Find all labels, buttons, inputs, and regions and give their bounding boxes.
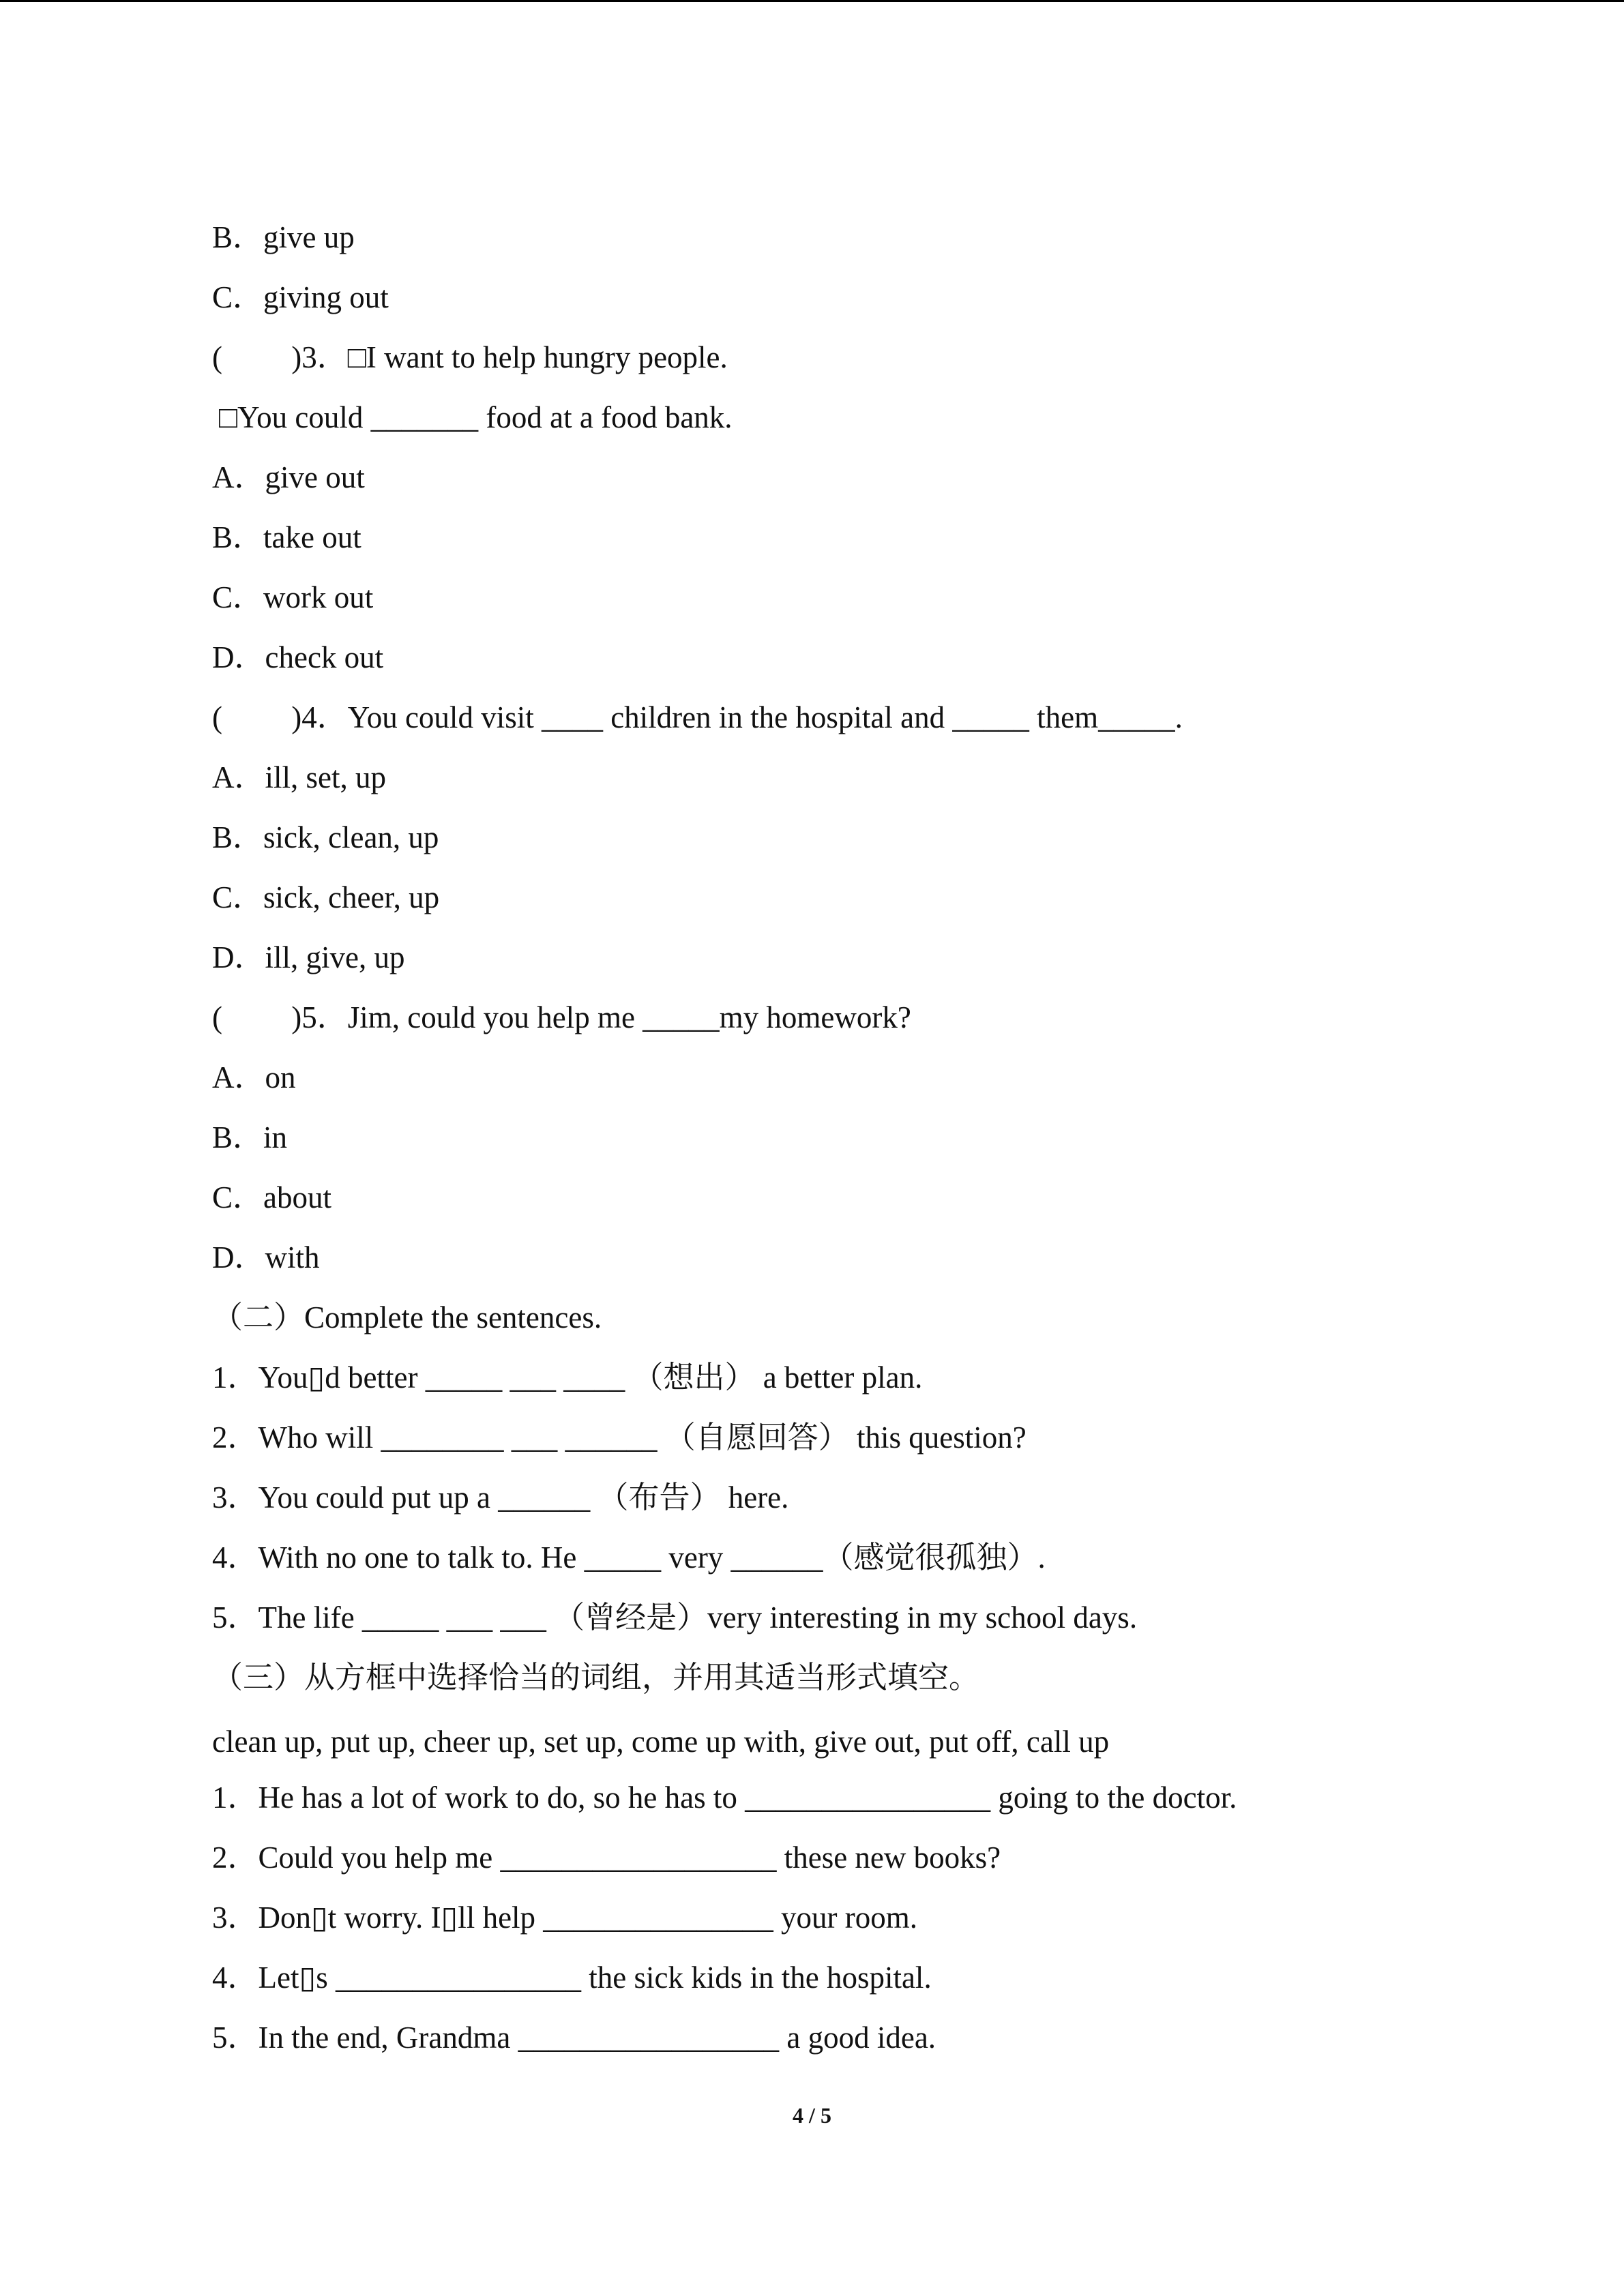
part3-item-5: 5．In the end, Grandma _________________ a good idea. [212,2021,936,2055]
q2-option-c: C．giving out [212,280,389,314]
part3-item-1: 1．He has a lot of work to do, so he has to ________________ going to the doctor. [212,1780,1237,1815]
q4-prompt: ( )4．You could visit ____ children in the hospital and _____ them_____. [212,700,1183,734]
q2-option-b: B．give up [212,220,355,254]
q4-option-a: A．ill, set, up [212,760,386,794]
q5-option-a: A．on [212,1060,296,1094]
q5-prompt: ( )5．Jim, could you help me _____my homework? [212,1000,911,1034]
part3-item-2: 2．Could you help me __________________ these new books? [212,1840,1001,1875]
part3-item-4: 4．Let▯s ________________ the sick kids in the hospital. [212,1960,932,1995]
q5-option-b: B．in [212,1120,288,1154]
q3-option-d: D．check out [212,640,384,674]
part3-item-3: 3．Don▯t worry. I▯ll help _______________ your room. [212,1900,918,1935]
top-border-rule [0,0,1624,2]
q3-prompt-reply: □You could _______ food at a food bank. [219,400,733,434]
part2-item-4: 4．With no one to talk to. He _____ very ______（感觉很孤独）. [212,1540,1046,1575]
q4-option-d: D．ill, give, up [212,940,405,974]
part2-item-1: 1．You▯d better _____ ___ ____ （想出） a better plan. [212,1360,923,1395]
part3-word-box: clean up, put up, cheer up, set up, come up with, give out, put off, call up [212,1725,1110,1759]
q3-option-b: B．take out [212,520,361,554]
worksheet-content [212,207,1508,2068]
part2-item-2: 2．Who will ________ ___ ______ （自愿回答） this question? [212,1420,1027,1455]
q3-prompt: ( )3．□I want to help hungry people. [212,340,728,374]
part2-item-3: 3．You could put up a ______ （布告） here. [212,1480,789,1515]
q4-option-b: B．sick, clean, up [212,820,439,854]
q3-option-c: C．work out [212,580,374,614]
part3-heading: （三）从方框中选择恰当的词组，并用其适当形式填空。 [212,1660,980,1695]
q5-option-c: C．about [212,1180,331,1214]
q5-option-d: D．with [212,1240,320,1274]
q3-option-a: A．give out [212,460,365,494]
q4-option-c: C．sick, cheer, up [212,880,440,914]
part2-heading: （二）Complete the sentences. [212,1300,602,1335]
page-number: 4 / 5 [793,2103,831,2128]
part2-item-5: 5．The life _____ ___ ___ （曾经是）very interesting in my school days. [212,1600,1138,1635]
